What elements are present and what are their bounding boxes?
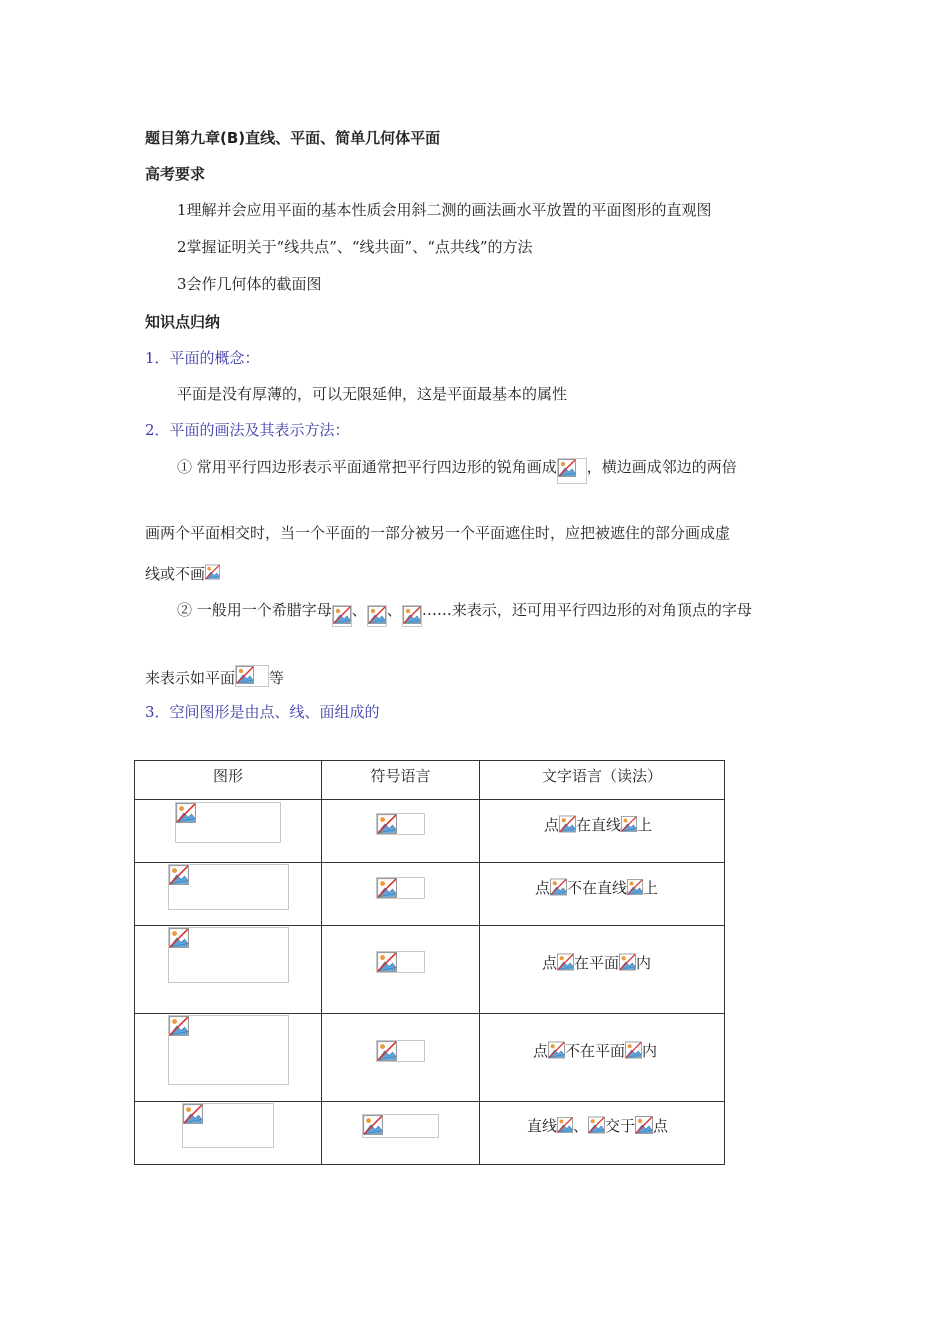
plane-concept-heading: 1．平面的概念： <box>145 349 260 367</box>
requirement-item-3: 3会作几何体的截面图 <box>177 275 322 293</box>
table-row <box>135 1014 725 1102</box>
text-cell: 点 不在平面 内 <box>480 1014 725 1102</box>
broken-image-icon <box>557 953 574 972</box>
line-5-text-a: 来表示如平面 <box>145 669 236 687</box>
figure-image <box>182 1103 274 1148</box>
symbol-image <box>376 877 425 899</box>
symbol-image <box>376 951 425 973</box>
requirements-heading: 高考要求 <box>145 165 206 183</box>
figure-cell <box>135 1014 322 1102</box>
broken-image-icon <box>627 878 643 897</box>
line-1-text-b: ，横边画成邻边的两倍 <box>586 458 737 476</box>
figure-image <box>168 1015 289 1085</box>
table-header-figure: 图形 <box>135 761 322 800</box>
line-3-text: 线或不画 <box>145 565 206 583</box>
broken-image-icon <box>557 458 587 484</box>
broken-image-icon <box>557 1116 573 1135</box>
symbol-cell <box>322 1102 480 1165</box>
broken-image-icon <box>625 1041 642 1060</box>
broken-image-icon <box>235 665 269 687</box>
broken-image-icon <box>621 815 637 834</box>
table-header-text: 文字语言（读法） <box>480 761 725 800</box>
figure-cell <box>135 800 322 863</box>
plane-drawing-heading: 2．平面的画法及其表示方法： <box>145 421 350 439</box>
knowledge-heading: 知识点归纳 <box>145 313 221 331</box>
text-cell: 点 在直线 上 <box>480 800 725 863</box>
broken-image-icon <box>588 1116 605 1135</box>
plane-drawing-line-4 <box>177 600 752 627</box>
line-4-text-a: ② 一般用一个希腊字母 <box>177 601 332 619</box>
broken-image-icon <box>559 815 576 834</box>
broken-image-icon <box>402 605 422 627</box>
page-title: 题目第九章(B)直线、平面、简单几何体平面 <box>145 129 441 147</box>
broken-image-icon <box>332 605 352 627</box>
figure-cell <box>135 926 322 1014</box>
table-row <box>135 800 725 863</box>
table-header-symbol: 符号语言 <box>322 761 480 800</box>
figure-cell <box>135 1102 322 1165</box>
symbol-image <box>376 1040 425 1062</box>
figure-image <box>168 927 289 983</box>
plane-drawing-line-5 <box>145 665 284 688</box>
line-1-text-a: ① 常用平行四边形表示平面通常把平行四边形的锐角画成 <box>177 458 557 476</box>
notation-table <box>134 760 725 1165</box>
separator: 、 <box>386 601 402 619</box>
symbol-cell <box>322 863 480 926</box>
table-row <box>135 1102 725 1165</box>
line-5-text-b: 等 <box>269 669 285 687</box>
space-figure-heading: 3．空间图形是由点、线、面组成的 <box>145 703 380 721</box>
plane-drawing-line-3 <box>145 563 220 584</box>
plane-drawing-line-1 <box>177 457 737 484</box>
symbol-image <box>376 813 425 835</box>
figure-image <box>168 864 289 910</box>
requirement-item-1: 1理解并会应用平面的基本性质会用斜二测的画法画水平放置的平面图形的直观图 <box>177 201 712 219</box>
table-row <box>135 926 725 1014</box>
broken-image-icon <box>205 563 220 583</box>
separator: 、 <box>351 601 367 619</box>
figure-cell <box>135 863 322 926</box>
plane-drawing-line-2: 画两个平面相交时，当一个平面的一部分被另一个平面遮住时，应把被遮住的部分画成虚 <box>145 524 731 542</box>
plane-concept-text: 平面是没有厚薄的，可以无限延伸，这是平面最基本的属性 <box>177 385 568 403</box>
requirement-item-2: 2掌握证明关于“线共点”、“线共面”、“点共线”的方法 <box>177 238 533 256</box>
symbol-cell <box>322 926 480 1014</box>
broken-image-icon <box>367 605 387 627</box>
text-cell: 点 在平面 内 <box>480 926 725 1014</box>
broken-image-icon <box>548 1041 565 1060</box>
text-cell: 点 不在直线 上 <box>480 863 725 926</box>
figure-image <box>175 802 281 843</box>
table-row <box>135 863 725 926</box>
symbol-cell <box>322 800 480 863</box>
broken-image-icon <box>635 1116 653 1135</box>
text-cell: 直线 、 交于 点 <box>480 1102 725 1165</box>
broken-image-icon <box>619 953 636 972</box>
line-4-text-b: ……来表示，还可用平行四边形的对角顶点的字母 <box>421 601 752 619</box>
symbol-image <box>362 1114 439 1138</box>
symbol-cell <box>322 1014 480 1102</box>
broken-image-icon <box>550 878 567 897</box>
